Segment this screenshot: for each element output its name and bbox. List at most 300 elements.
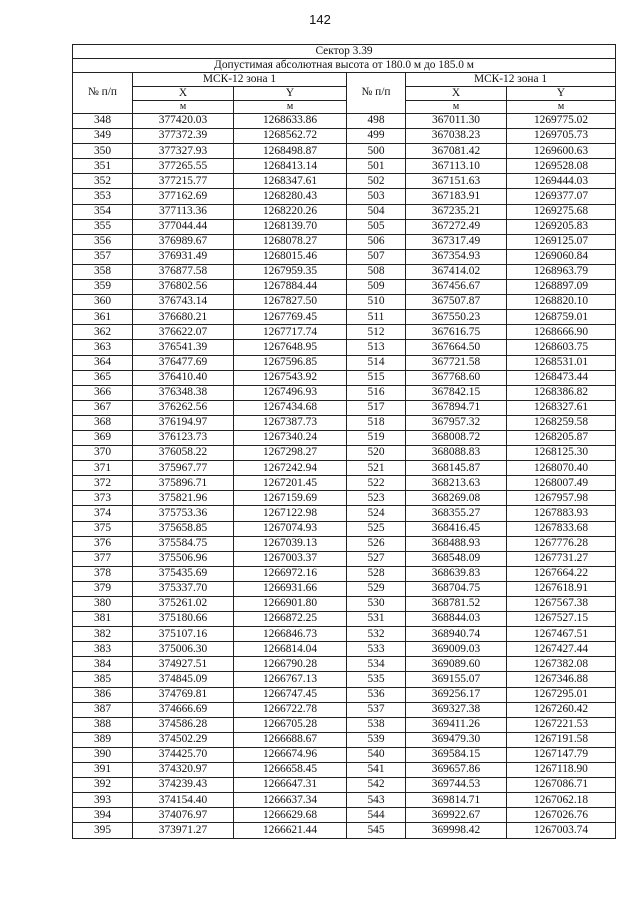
coord-y-right: 1268259.58	[507, 415, 616, 430]
coord-x-left: 377420.03	[133, 114, 234, 129]
table-row	[73, 597, 616, 612]
coord-y-left: 1267039.13	[234, 536, 347, 551]
coord-x-left: 376123.73	[133, 430, 234, 445]
point-number-right: 528	[347, 566, 406, 581]
point-number-left: 395	[73, 823, 133, 838]
table-row	[73, 174, 616, 189]
point-number-right: 524	[347, 506, 406, 521]
coord-y-right: 1268759.01	[507, 310, 616, 325]
point-number-right: 525	[347, 521, 406, 536]
coord-y-left: 1268015.46	[234, 249, 347, 264]
table-row	[73, 249, 616, 264]
coord-y-left: 1268220.26	[234, 204, 347, 219]
coord-x-left: 376877.58	[133, 264, 234, 279]
table-row	[73, 506, 616, 521]
point-number-right: 532	[347, 627, 406, 642]
coord-y-right: 1269125.07	[507, 234, 616, 249]
coord-y-right: 1268820.10	[507, 295, 616, 310]
coord-x-right: 368416.45	[406, 521, 507, 536]
coord-y-left: 1268498.87	[234, 144, 347, 159]
coord-y-right: 1268666.90	[507, 325, 616, 340]
point-number-left: 394	[73, 808, 133, 823]
coord-y-right: 1267957.98	[507, 491, 616, 506]
coord-y-right: 1267221.53	[507, 717, 616, 732]
coord-x-right: 368639.83	[406, 566, 507, 581]
point-number-right: 531	[347, 612, 406, 627]
table-row	[73, 400, 616, 415]
table-row	[73, 551, 616, 566]
point-number-left: 365	[73, 370, 133, 385]
table-row	[73, 763, 616, 778]
coord-x-right: 367894.71	[406, 400, 507, 415]
coord-x-right: 369584.15	[406, 747, 507, 762]
coord-y-left: 1266747.45	[234, 687, 347, 702]
zone-label-right: МСК-12 зона 1	[406, 73, 616, 87]
coord-x-left: 377162.69	[133, 189, 234, 204]
point-number-left: 373	[73, 491, 133, 506]
coord-x-right: 367768.60	[406, 370, 507, 385]
coord-x-left: 374769.81	[133, 687, 234, 702]
coord-y-left: 1267298.27	[234, 446, 347, 461]
table-row	[73, 823, 616, 838]
table-row	[73, 280, 616, 295]
point-number-right: 529	[347, 581, 406, 596]
coord-y-left: 1266931.66	[234, 581, 347, 596]
coord-x-right: 368488.93	[406, 536, 507, 551]
coord-x-right: 368704.75	[406, 581, 507, 596]
point-number-left: 382	[73, 627, 133, 642]
point-number-left: 355	[73, 219, 133, 234]
coord-x-left: 374425.70	[133, 747, 234, 762]
point-number-right: 513	[347, 340, 406, 355]
point-number-left: 369	[73, 430, 133, 445]
point-number-right: 501	[347, 159, 406, 174]
coord-x-left: 377044.44	[133, 219, 234, 234]
height-range-row	[73, 59, 616, 73]
point-number-left: 378	[73, 566, 133, 581]
coord-y-left: 1268633.86	[234, 114, 347, 129]
coord-y-right: 1268386.82	[507, 385, 616, 400]
coord-y-right: 1267833.68	[507, 521, 616, 536]
unit-y-right: м	[507, 101, 616, 114]
table-row	[73, 430, 616, 445]
coord-x-left: 375337.70	[133, 581, 234, 596]
table-row	[73, 642, 616, 657]
point-number-right: 537	[347, 702, 406, 717]
point-number-right: 509	[347, 280, 406, 295]
table-row	[73, 793, 616, 808]
coord-x-left: 376348.38	[133, 385, 234, 400]
page-number: 142	[309, 12, 331, 27]
coord-x-left: 376194.97	[133, 415, 234, 430]
coord-y-left: 1267242.94	[234, 461, 347, 476]
point-number-right: 539	[347, 732, 406, 747]
table-row	[73, 687, 616, 702]
table-row	[73, 521, 616, 536]
point-number-right: 521	[347, 461, 406, 476]
coord-y-right: 1267467.51	[507, 627, 616, 642]
coord-y-right: 1269528.08	[507, 159, 616, 174]
coord-x-right: 368213.63	[406, 476, 507, 491]
coord-x-right: 369998.42	[406, 823, 507, 838]
coord-x-right: 367151.63	[406, 174, 507, 189]
point-number-right: 530	[347, 597, 406, 612]
coord-x-right: 368269.08	[406, 491, 507, 506]
coord-y-left: 1266637.34	[234, 793, 347, 808]
point-number-right: 523	[347, 491, 406, 506]
coord-x-right: 367721.58	[406, 355, 507, 370]
coord-y-right: 1267427.44	[507, 642, 616, 657]
column-header-y-left: Y	[234, 87, 347, 101]
coord-y-right: 1268125.30	[507, 446, 616, 461]
coord-y-left: 1266790.28	[234, 657, 347, 672]
point-number-right: 507	[347, 249, 406, 264]
point-number-left: 375	[73, 521, 133, 536]
coord-y-right: 1268963.79	[507, 264, 616, 279]
table-row	[73, 385, 616, 400]
coord-y-left: 1266846.73	[234, 627, 347, 642]
coord-y-left: 1266872.25	[234, 612, 347, 627]
point-number-left: 386	[73, 687, 133, 702]
point-number-left: 362	[73, 325, 133, 340]
table-row	[73, 657, 616, 672]
coord-x-left: 376989.67	[133, 234, 234, 249]
table-row	[73, 370, 616, 385]
unit-x-left: м	[133, 101, 234, 114]
coord-y-left: 1266814.04	[234, 642, 347, 657]
coord-y-left: 1268280.43	[234, 189, 347, 204]
coord-x-left: 374586.28	[133, 717, 234, 732]
unit-x-right: м	[406, 101, 507, 114]
coord-x-left: 374320.97	[133, 763, 234, 778]
point-number-left: 364	[73, 355, 133, 370]
table-row	[73, 672, 616, 687]
coord-y-left: 1266674.96	[234, 747, 347, 762]
point-number-left: 360	[73, 295, 133, 310]
coord-x-right: 368781.52	[406, 597, 507, 612]
point-number-left: 380	[73, 597, 133, 612]
point-number-left: 391	[73, 763, 133, 778]
coord-x-left: 375180.66	[133, 612, 234, 627]
coord-x-left: 374239.43	[133, 778, 234, 793]
coord-x-left: 375658.85	[133, 521, 234, 536]
coord-x-left: 376680.21	[133, 310, 234, 325]
coord-y-left: 1267387.73	[234, 415, 347, 430]
coord-x-right: 369009.03	[406, 642, 507, 657]
table-row	[73, 778, 616, 793]
coord-x-right: 369411.26	[406, 717, 507, 732]
header-row-zone	[73, 73, 616, 87]
coord-x-right: 369922.67	[406, 808, 507, 823]
coord-x-right: 367354.93	[406, 249, 507, 264]
table-row	[73, 612, 616, 627]
point-number-left: 377	[73, 551, 133, 566]
coord-y-right: 1268603.75	[507, 340, 616, 355]
coord-y-right: 1269275.68	[507, 204, 616, 219]
coord-x-left: 377327.93	[133, 144, 234, 159]
coord-x-right: 367456.67	[406, 280, 507, 295]
sector-title-row	[73, 45, 616, 59]
coord-y-right: 1267664.22	[507, 566, 616, 581]
point-number-left: 379	[73, 581, 133, 596]
coord-x-right: 369155.07	[406, 672, 507, 687]
coord-x-right: 367842.15	[406, 385, 507, 400]
coord-y-left: 1266647.31	[234, 778, 347, 793]
coord-y-right: 1267147.79	[507, 747, 616, 762]
point-number-right: 518	[347, 415, 406, 430]
coord-y-right: 1269444.03	[507, 174, 616, 189]
coord-y-left: 1267159.69	[234, 491, 347, 506]
point-number-left: 385	[73, 672, 133, 687]
coord-y-right: 1267191.58	[507, 732, 616, 747]
sector-title: Сектор 3.39	[73, 45, 616, 59]
zone-label-left: МСК-12 зона 1	[133, 73, 347, 87]
table-row	[73, 461, 616, 476]
coord-x-left: 376802.56	[133, 280, 234, 295]
point-number-left: 376	[73, 536, 133, 551]
coord-x-right: 368008.72	[406, 430, 507, 445]
point-number-left: 354	[73, 204, 133, 219]
coord-x-left: 375261.02	[133, 597, 234, 612]
coord-y-right: 1267618.91	[507, 581, 616, 596]
coord-y-left: 1267122.98	[234, 506, 347, 521]
point-number-left: 350	[73, 144, 133, 159]
point-number-right: 545	[347, 823, 406, 838]
coord-x-right: 369744.53	[406, 778, 507, 793]
point-number-right: 512	[347, 325, 406, 340]
point-number-left: 387	[73, 702, 133, 717]
table-row	[73, 491, 616, 506]
coord-y-left: 1266658.45	[234, 763, 347, 778]
point-number-right: 527	[347, 551, 406, 566]
point-number-left: 370	[73, 446, 133, 461]
coord-x-left: 374502.29	[133, 732, 234, 747]
point-number-right: 541	[347, 763, 406, 778]
coord-x-left: 374076.97	[133, 808, 234, 823]
coord-y-left: 1268562.72	[234, 129, 347, 144]
point-number-right: 540	[347, 747, 406, 762]
coord-y-left: 1266705.28	[234, 717, 347, 732]
table-row	[73, 355, 616, 370]
point-number-right: 515	[347, 370, 406, 385]
coord-y-right: 1268070.40	[507, 461, 616, 476]
coord-x-right: 367235.21	[406, 204, 507, 219]
table-row	[73, 536, 616, 551]
coord-y-left: 1267201.45	[234, 476, 347, 491]
point-number-left: 357	[73, 249, 133, 264]
point-number-left: 368	[73, 415, 133, 430]
coord-y-right: 1267260.42	[507, 702, 616, 717]
point-number-left: 361	[73, 310, 133, 325]
coord-x-right: 369256.17	[406, 687, 507, 702]
coord-x-right: 369327.38	[406, 702, 507, 717]
coord-y-right: 1267295.01	[507, 687, 616, 702]
coord-x-left: 375584.75	[133, 536, 234, 551]
coord-y-left: 1267003.37	[234, 551, 347, 566]
coord-y-right: 1268205.87	[507, 430, 616, 445]
table-row	[73, 159, 616, 174]
point-number-left: 381	[73, 612, 133, 627]
table-row	[73, 732, 616, 747]
coord-x-right: 367507.87	[406, 295, 507, 310]
coord-x-right: 367550.23	[406, 310, 507, 325]
table-row	[73, 264, 616, 279]
coord-x-right: 367616.75	[406, 325, 507, 340]
table-row	[73, 325, 616, 340]
coord-y-right: 1268473.44	[507, 370, 616, 385]
coord-y-left: 1267596.85	[234, 355, 347, 370]
coord-x-left: 374154.40	[133, 793, 234, 808]
coord-y-left: 1267769.45	[234, 310, 347, 325]
coord-x-right: 368145.87	[406, 461, 507, 476]
table-row	[73, 219, 616, 234]
point-number-left: 393	[73, 793, 133, 808]
point-number-right: 505	[347, 219, 406, 234]
coord-x-left: 374845.09	[133, 672, 234, 687]
coord-x-right: 368844.03	[406, 612, 507, 627]
coord-y-left: 1266688.67	[234, 732, 347, 747]
table-row	[73, 114, 616, 129]
coord-y-left: 1268347.61	[234, 174, 347, 189]
point-number-right: 516	[347, 385, 406, 400]
point-number-left: 366	[73, 385, 133, 400]
point-number-left: 374	[73, 506, 133, 521]
table-row	[73, 340, 616, 355]
table-row	[73, 476, 616, 491]
column-header-y-right: Y	[507, 87, 616, 101]
coord-x-left: 376058.22	[133, 446, 234, 461]
point-number-right: 544	[347, 808, 406, 823]
coord-y-right: 1268327.61	[507, 400, 616, 415]
coord-y-right: 1269705.73	[507, 129, 616, 144]
point-number-right: 542	[347, 778, 406, 793]
coord-x-left: 375821.96	[133, 491, 234, 506]
coord-x-right: 369814.71	[406, 793, 507, 808]
header-row-axes	[73, 87, 616, 101]
point-number-right: 514	[347, 355, 406, 370]
point-number-right: 498	[347, 114, 406, 129]
coord-x-right: 367011.30	[406, 114, 507, 129]
coord-y-left: 1267717.74	[234, 325, 347, 340]
coord-x-right: 367957.32	[406, 415, 507, 430]
table-row	[73, 129, 616, 144]
coord-x-left: 376262.56	[133, 400, 234, 415]
coord-x-right: 368548.09	[406, 551, 507, 566]
coord-x-right: 367272.49	[406, 219, 507, 234]
coord-y-right: 1269775.02	[507, 114, 616, 129]
point-number-right: 506	[347, 234, 406, 249]
point-number-right: 534	[347, 657, 406, 672]
column-header-x-right: X	[406, 87, 507, 101]
header-row-units	[73, 101, 616, 114]
coord-x-right: 368355.27	[406, 506, 507, 521]
point-number-left: 383	[73, 642, 133, 657]
point-number-left: 349	[73, 129, 133, 144]
point-number-left: 363	[73, 340, 133, 355]
coord-x-right: 367038.23	[406, 129, 507, 144]
unit-y-left: м	[234, 101, 347, 114]
coord-x-right: 368088.83	[406, 446, 507, 461]
coord-y-left: 1267074.93	[234, 521, 347, 536]
point-number-right: 535	[347, 672, 406, 687]
point-number-right: 504	[347, 204, 406, 219]
coord-x-left: 375506.96	[133, 551, 234, 566]
coord-y-right: 1267883.93	[507, 506, 616, 521]
coord-y-left: 1266629.68	[234, 808, 347, 823]
coord-x-left: 376477.69	[133, 355, 234, 370]
point-number-left: 389	[73, 732, 133, 747]
coord-x-left: 377113.36	[133, 204, 234, 219]
coord-y-right: 1267026.76	[507, 808, 616, 823]
coord-y-right: 1267731.27	[507, 551, 616, 566]
coord-y-left: 1267827.50	[234, 295, 347, 310]
coord-x-left: 377215.77	[133, 174, 234, 189]
coord-y-left: 1267434.68	[234, 400, 347, 415]
coord-y-left: 1266621.44	[234, 823, 347, 838]
coord-x-left: 374927.51	[133, 657, 234, 672]
coord-x-right: 367081.42	[406, 144, 507, 159]
coord-y-right: 1269600.63	[507, 144, 616, 159]
point-number-right: 511	[347, 310, 406, 325]
coord-y-right: 1268897.09	[507, 280, 616, 295]
coord-x-left: 375967.77	[133, 461, 234, 476]
coord-y-left: 1266972.16	[234, 566, 347, 581]
point-number-right: 533	[347, 642, 406, 657]
coord-x-left: 376541.39	[133, 340, 234, 355]
table-row	[73, 627, 616, 642]
coord-x-left: 373971.27	[133, 823, 234, 838]
coord-x-right: 368940.74	[406, 627, 507, 642]
table-row	[73, 717, 616, 732]
coord-y-right: 1268531.01	[507, 355, 616, 370]
point-number-left: 371	[73, 461, 133, 476]
coord-y-right: 1267776.28	[507, 536, 616, 551]
coord-x-left: 377265.55	[133, 159, 234, 174]
coord-x-left: 377372.39	[133, 129, 234, 144]
point-number-left: 348	[73, 114, 133, 129]
coord-y-right: 1269205.83	[507, 219, 616, 234]
coord-y-right: 1268007.49	[507, 476, 616, 491]
coord-y-left: 1266767.13	[234, 672, 347, 687]
coord-y-left: 1268139.70	[234, 219, 347, 234]
coord-y-right: 1267527.15	[507, 612, 616, 627]
point-number-right: 543	[347, 793, 406, 808]
point-number-right: 503	[347, 189, 406, 204]
table-row	[73, 295, 616, 310]
coord-x-right: 369479.30	[406, 732, 507, 747]
table-row	[73, 310, 616, 325]
coord-y-right: 1267118.90	[507, 763, 616, 778]
point-number-left: 358	[73, 264, 133, 279]
coord-y-left: 1268078.27	[234, 234, 347, 249]
coord-x-left: 376743.14	[133, 295, 234, 310]
point-number-right: 500	[347, 144, 406, 159]
point-number-left: 353	[73, 189, 133, 204]
table-row	[73, 808, 616, 823]
coord-y-right: 1267086.71	[507, 778, 616, 793]
point-number-left: 390	[73, 747, 133, 762]
point-number-right: 522	[347, 476, 406, 491]
column-header-x-left: X	[133, 87, 234, 101]
coord-y-left: 1267496.93	[234, 385, 347, 400]
coord-x-right: 367317.49	[406, 234, 507, 249]
point-number-right: 526	[347, 536, 406, 551]
coord-x-right: 369089.60	[406, 657, 507, 672]
coord-y-left: 1267959.35	[234, 264, 347, 279]
coord-y-right: 1267567.38	[507, 597, 616, 612]
coord-x-left: 375006.30	[133, 642, 234, 657]
column-header-number-left: № п/п	[73, 73, 133, 114]
